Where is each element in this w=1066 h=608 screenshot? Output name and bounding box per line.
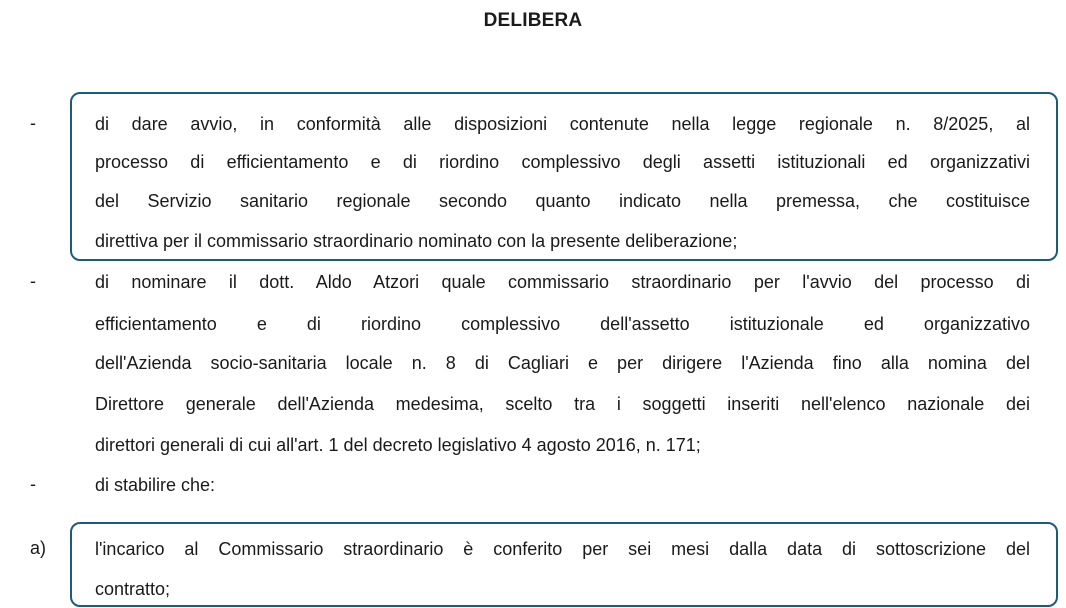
item-2-marker: -	[30, 271, 36, 291]
highlight-box-item-a	[70, 522, 1058, 607]
item-1-marker: -	[30, 113, 36, 133]
item-3-marker: -	[30, 474, 36, 494]
document-heading: DELIBERA	[483, 10, 583, 31]
item-1-line-2: processo di efficientamento e di riordino complessivo degli assetti istituzionali ed organizzativi	[95, 152, 1030, 172]
item-1-line-3: del Servizio sanitario regionale secondo quanto indicato nella premessa, che costituisce	[95, 191, 1030, 211]
item-2-line-5: direttori generali di cui all'art. 1 del decreto legislativo 4 agosto 2016, n. 171;	[95, 435, 701, 455]
item-2-line-1: di nominare il dott. Aldo Atzori quale commissario straordinario per l'avvio del processo di	[95, 272, 1030, 292]
item-1-line-1: di dare avvio, in conformità alle disposizioni contenute nella legge regionale n. 8/2025, al	[95, 114, 1030, 134]
item-2-line-2: efficientamento e di riordino complessivo dell'assetto istituzionale ed organizzativo	[95, 314, 1030, 334]
item-2-line-4: Direttore generale dell'Azienda medesima, scelto tra i soggetti inseriti nell'elenco nazionale dei	[95, 394, 1030, 414]
item-1-line-4: direttiva per il commissario straordinario nominato con la presente deliberazione;	[95, 231, 738, 251]
item-3-line-1: di stabilire che:	[95, 475, 216, 495]
item-a-line-1: l'incarico al Commissario straordinario è conferito per sei mesi dalla data di sottoscrizione del	[95, 539, 1030, 559]
item-a-line-2: contratto;	[95, 579, 171, 599]
item-a-marker: a)	[30, 538, 47, 558]
item-2-line-3: dell'Azienda socio-sanitaria locale n. 8 di Cagliari e per dirigere l'Azienda fino alla nomina del	[95, 353, 1030, 373]
